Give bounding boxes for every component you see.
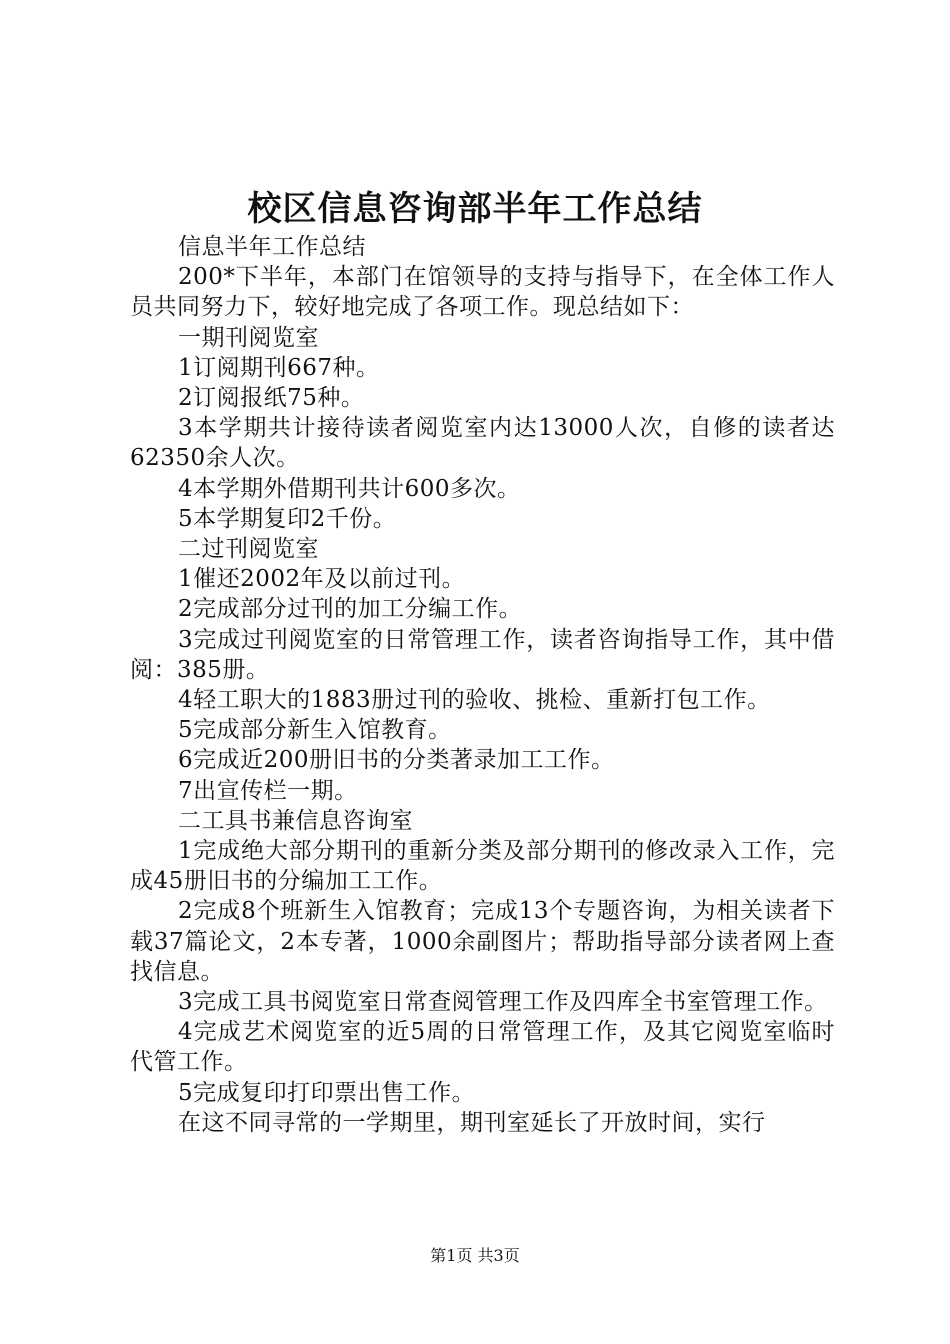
paragraph: 5本学期复印2千份。 [178,505,397,532]
paragraph: 2完成8个班新生入馆教育；完成13个专题咨询，为相关读者下载37篇论文，2本专著，1000余副图片；帮助指导部分读者网上查找信息。 [130,898,835,985]
document-body [130,232,835,1138]
document-title: 校区信息咨询部半年工作总结 [247,189,703,229]
section-heading: 二工具书兼信息咨询室 [178,807,413,834]
paragraph: 3本学期共计接待读者阅览室内达13000人次，自修的读者达62350余人次。 [130,415,835,472]
paragraph: 信息半年工作总结 [178,234,366,260]
section-heading: 二过刊阅览室 [178,536,319,563]
paragraph: 在这不同寻常的一学期里，期刊室延长了开放时间，实行 [178,1109,766,1136]
paragraph: 4本学期外借期刊共计600多次。 [178,475,521,502]
paragraph: 5完成复印打印票出售工作。 [178,1079,476,1106]
paragraph: 4完成艺术阅览室的近5周的日常管理工作，及其它阅览室临时代管工作。 [130,1019,835,1076]
paragraph: 1订阅期刊667种。 [178,354,380,381]
paragraph: 6完成近200册旧书的分类著录加工工作。 [178,747,615,774]
paragraph: 200*下半年，本部门在馆领导的支持与指导下，在全体工作人员共同努力下，较好地完成了各项工作。现总结如下： [130,264,835,321]
section-heading: 一期刊阅览室 [178,324,319,351]
paragraph: 2完成部分过刊的加工分编工作。 [178,596,523,623]
paragraph: 3完成过刊阅览室的日常管理工作，读者咨询指导工作，其中借阅：385册。 [130,626,835,683]
page-footer: 第1页 共3页 [430,1246,520,1265]
paragraph: 1催还2002年及以前过刊。 [178,566,466,593]
paragraph: 2订阅报纸75种。 [178,385,365,412]
paragraph: 4轻工职大的1883册过刊的验收、挑检、重新打包工作。 [178,687,771,714]
paragraph: 1完成绝大部分期刊的重新分类及部分期刊的修改录入工作，完成45册旧书的分编加工工作。 [130,838,835,895]
paragraph: 5完成部分新生入馆教育。 [178,717,452,744]
paragraph: 7出宣传栏一期。 [178,777,358,804]
paragraph: 3完成工具书阅览室日常查阅管理工作及四库全书室管理工作。 [178,989,828,1016]
